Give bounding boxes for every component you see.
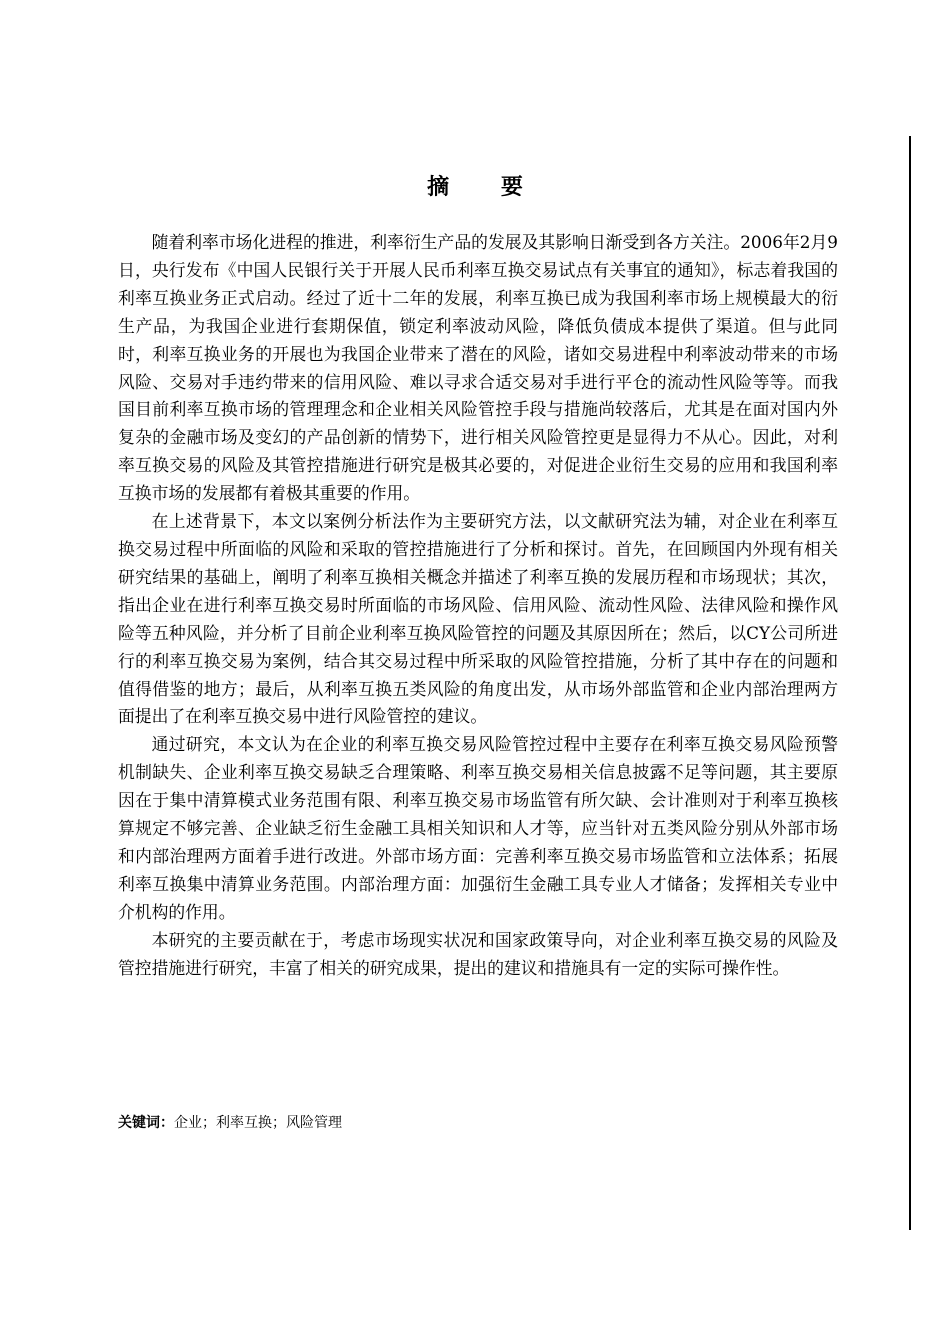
abstract-title: 摘 要 (427, 175, 545, 200)
keywords-value: 企业；利率互换；风险管理 (174, 1115, 342, 1131)
abstract-paragraph-3: 通过研究，本文认为在企业的利率互换交易风险管控过程中主要存在利率互换交易风险预警机制缺失、企业利率互换交易缺乏合理策略、利率互换交易相关信息披露不足等问题，其主要原因在于集中清算模式业务范围有限、利率互换交易市场监管有所欠缺、会计准则对于利率互换核算规定不够完善、企业缺乏衍生金融工具相关知识和人才等，应当针对五类风险分别从外部市场和内部治理两方面着手进行改进。外部市场方面：完善利率互换交易市场监管和立法体系；拓展利率互换集中清算业务范围。内部治理方面：加强衍生金融工具专业人才储备；发挥相关专业中介机构的作用。 (118, 734, 838, 922)
keywords-label: 关键词： (118, 1115, 174, 1131)
abstract-paragraph-4: 本研究的主要贡献在于，考虑市场现实状况和国家政策导向，对企业利率互换交易的风险及管控措施进行研究，丰富了相关的研究成果，提出的建议和措施具有一定的实际可操作性。 (118, 929, 838, 978)
page-edge-rule (909, 136, 911, 1230)
abstract-paragraph-1: 随着利率市场化进程的推进，利率衍生产品的发展及其影响日渐受到各方关注。2006年2月9日，央行发布《中国人民银行关于开展人民币利率互换交易试点有关事宜的通知》，标志着我国的利率互换业务正式启动。经过了近十二年的发展，利率互换已成为我国利率市场上规模最大的衍生产品，为我国企业进行套期保值，锁定利率波动风险，降低负债成本提供了渠道。但与此同时，利率互换业务的开展也为我国企业带来了潜在的风险，诸如交易进程中利率波动带来的市场风险、交易对手违约带来的信用风险、难以寻求合适交易对手进行平仓的流动性风险等等。而我国目前利率互换市场的管理理念和企业相关风险管控手段与措施尚较落后，尤其是在面对国内外复杂的金融市场及变幻的产品创新的情势下，进行相关风险管控更是显得力不从心。因此，对利率互换交易的风险及其管控措施进行研究是极其必要的，对促进企业衍生交易的应用和我国利率互换市场的发展都有着极其重要的作用。 (118, 232, 838, 504)
keywords-line (118, 1112, 342, 1134)
abstract-body (118, 229, 838, 982)
abstract-paragraph-2: 在上述背景下，本文以案例分析法作为主要研究方法，以文献研究法为辅，对企业在利率互换交易过程中所面临的风险和采取的管控措施进行了分析和探讨。首先，在回顾国内外现有相关研究结果的基础上，阐明了利率互换相关概念并描述了利率互换的发展历程和市场现状；其次，指出企业在进行利率互换交易时所面临的市场风险、信用风险、流动性风险、法律风险和操作风险等五种风险，并分析了目前企业利率互换风险管控的问题及其原因所在；然后，以CY公司所进行的利率互换交易为案例，结合其交易过程中所采取的风险管控措施，分析了其中存在的问题和值得借鉴的地方；最后，从利率互换五类风险的角度出发，从市场外部监管和企业内部治理两方面提出了在利率互换交易中进行风险管控的建议。 (118, 511, 838, 727)
